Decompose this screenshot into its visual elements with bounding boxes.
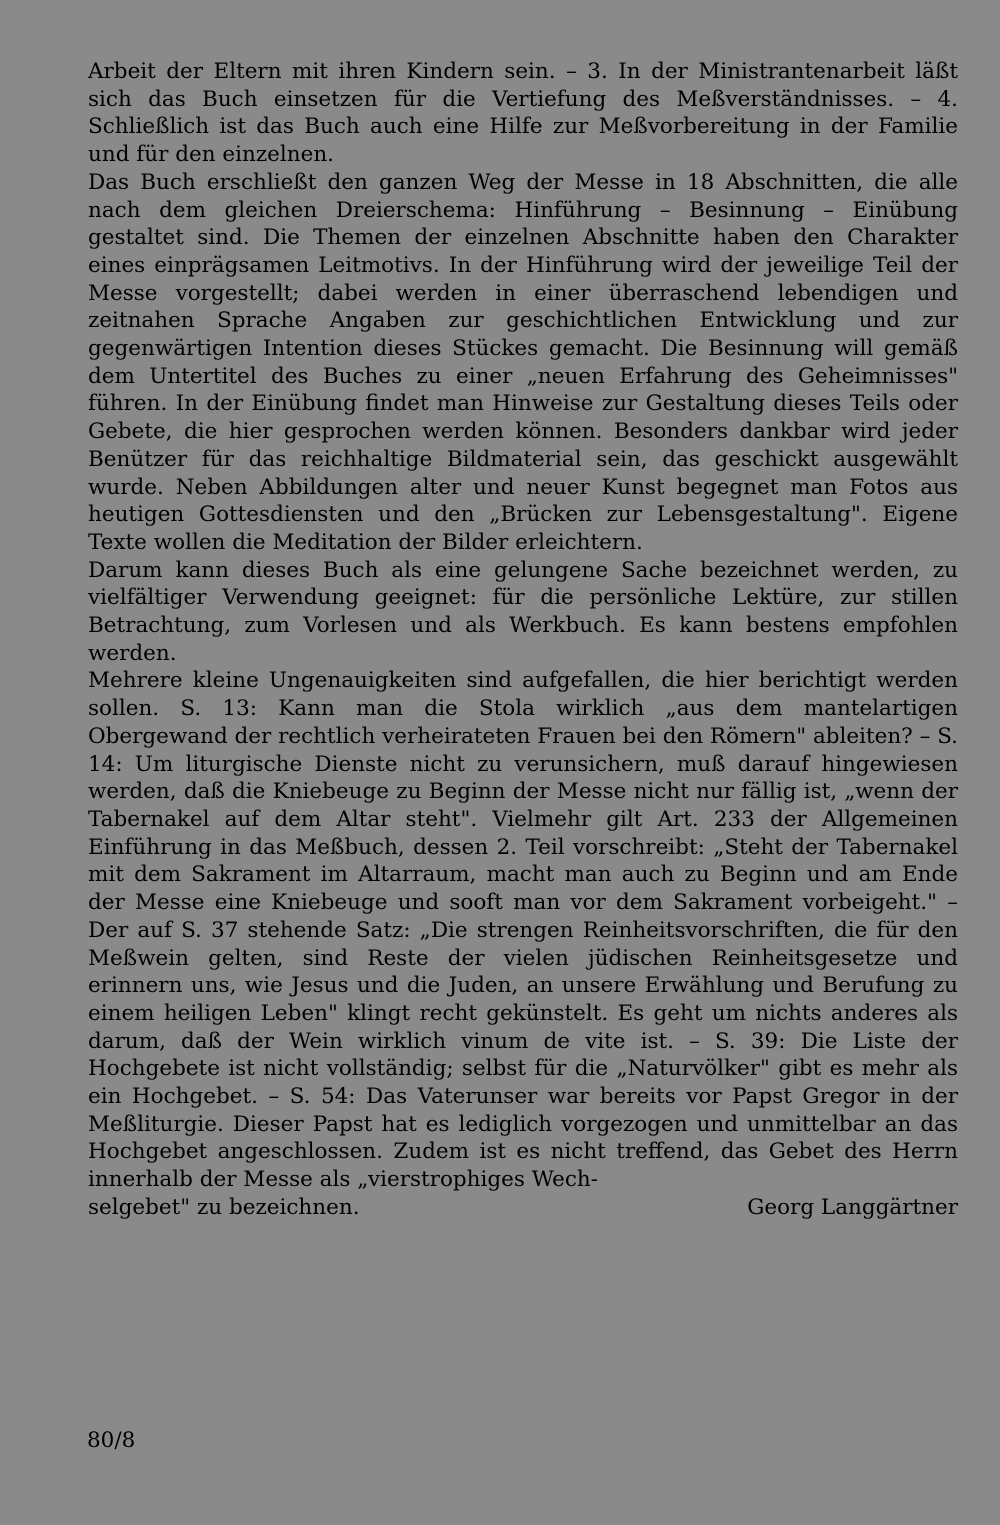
paragraph-2: Das Buch erschließt den ganzen Weg der Messe in 18 Abschnitten, die alle nach dem gleichen Dreierschema: Hinführung – Besinnung – Einübung gestaltet sind. Die Themen der einzelnen Abschnitte haben den Charakter eines einprägsamen Leitmotivs. In der Hinführung wird der jeweilige Teil der Messe vorgestellt; dabei werden in einer überraschend lebendigen und zeitnahen Sprache Angaben zur geschichtlichen Entwicklung und zur gegenwärtigen Intention dieses Stückes gemacht. Die Besinnung will gemäß dem Untertitel des Buches zu einer „neuen Erfahrung des Geheimnisses" führen. In der Einübung findet man Hinweise zur Gestaltung dieses Teils oder Gebete, die hier gesprochen werden können. Besonders dankbar wird jeder Benützer für das reichhaltige Bildmaterial sein, das geschickt ausgewählt wurde. Neben Abbildungen alter und neuer Kunst begegnet man Fotos aus heutigen Gottesdiensten und den „Brücken zur Lebensgestaltung". Eigene Texte wollen die Meditation der Bilder erleichtern.	[88, 169, 958, 555]
closing-line	[88, 1194, 958, 1222]
author-signature: Georg Langgärtner	[747, 1194, 958, 1220]
paragraph-3: Darum kann dieses Buch als eine gelungene Sache bezeichnet werden, zu vielfältiger Verwendung geeignet: für die persönliche Lektüre, zur stillen Betrachtung, zum Vorlesen und als Werkbuch. Es kann bestens empfohlen werden.	[88, 557, 958, 666]
paragraph-4: Mehrere kleine Ungenauigkeiten sind aufgefallen, die hier berichtigt werden sollen. S. 13: Kann man die Stola wirklich „aus dem mantelartigen Obergewand der rechtlich verheirateten Frauen bei den Römern" ableiten? – S. 14: Um liturgische Dienste nicht zu verunsichern, muß darauf hingewiesen werden, daß die Kniebeuge zu Beginn der Messe nicht nur fällig ist, „wenn der Tabernakel auf dem Altar steht". Vielmehr gilt Art. 233 der Allgemeinen Einführung in das Meßbuch, dessen 2. Teil vorschreibt: „Steht der Tabernakel mit dem Sakrament im Altarraum, macht man auch zu Beginn und am Ende der Messe eine Kniebeuge und sooft man vor dem Sakrament vorbeigeht." – Der auf S. 37 stehende Satz: „Die strengen Reinheitsvorschriften, die für den Meßwein gelten, sind Reste der vielen jüdischen Reinheitsgesetze und erinnern uns, wie Jesus und die Juden, an unsere Erwählung und Berufung zu einem heiligen Leben" klingt recht gekünstelt. Es geht um nichts anderes als darum, daß der Wein wirklich vinum de vite ist. – S. 39: Die Liste der Hochgebete ist nicht vollständig; selbst für die „Naturvölker" gibt es mehr als ein Hochgebet. – S. 54: Das Vaterunser war bereits vor Papst Gregor in der Meßliturgie. Dieser Papst hat es lediglich vorgezogen und unmittelbar an das Hochgebet angeschlossen. Zudem ist es nicht treffend, das Gebet des Herrn innerhalb der Messe als „vierstrophiges Wech-	[88, 668, 958, 1193]
paragraph-1: Arbeit der Eltern mit ihren Kindern sein. – 3. In der Ministrantenarbeit läßt sich das Buch einsetzen für die Vertiefung des Meßverständnisses. – 4. Schließlich ist das Buch auch eine Hilfe zur Meßvorbereitung in der Familie und für den einzelnen.	[88, 59, 958, 168]
review-text	[88, 58, 958, 1222]
closing-text: selgebet" zu bezeichnen.	[88, 1194, 360, 1220]
page-number: 80/8	[87, 1428, 136, 1453]
